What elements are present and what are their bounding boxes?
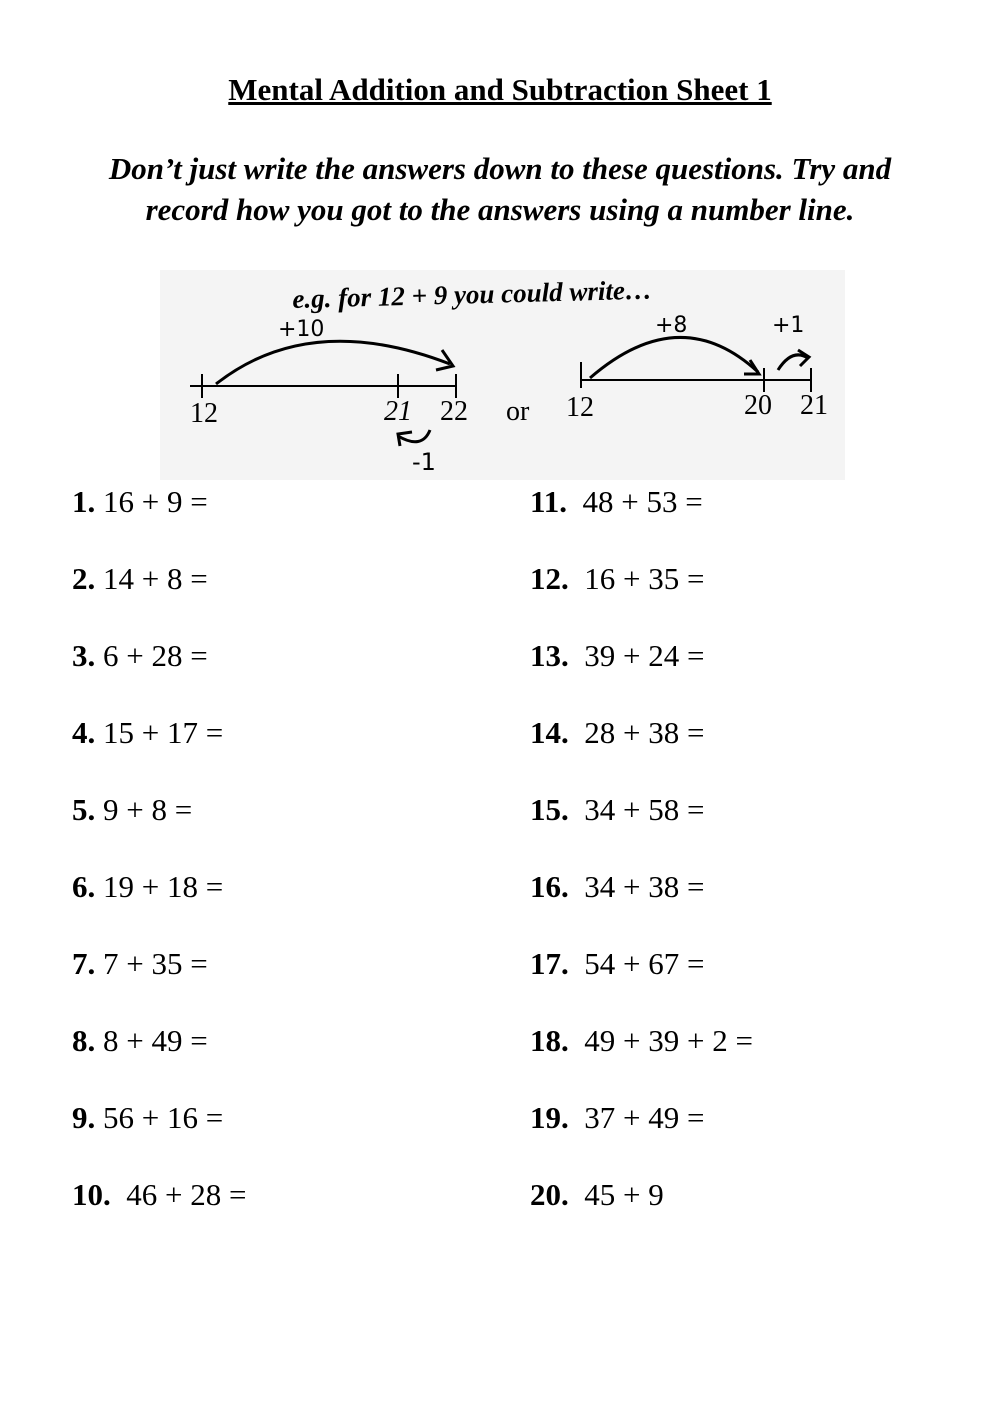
question-13 [530,638,704,674]
question-number: 17. [530,946,569,981]
question-5 [72,792,192,828]
question-10 [72,1177,246,1213]
instructions-line-2: record how you got to the answers using a number line. [145,192,855,227]
question-number: 5. [72,792,96,827]
number-line-1-jump-arc [216,341,450,384]
question-expression: 19 + 18 = [103,869,224,904]
question-expression: 16 + 35 = [584,561,705,596]
question-number: 14. [530,715,569,750]
question-number: 2. [72,561,96,596]
question-number: 3. [72,638,96,673]
question-11 [530,484,703,520]
question-3 [72,638,208,674]
question-number: 13. [530,638,569,673]
example-caption: e.g. for 12 + 9 you could write… [292,274,653,314]
question-number: 15. [530,792,569,827]
question-number: 1. [72,484,96,519]
worksheet-title: Mental Addition and Subtraction Sheet 1 [228,72,772,107]
question-number: 4. [72,715,96,750]
number-line-2-start: 12 [566,392,594,423]
question-number: 7. [72,946,96,981]
number-line-1-end: 22 [440,396,468,427]
question-expression: 34 + 38 = [584,869,705,904]
back-label-minus-1: -1 [412,448,436,476]
question-expression: 9 + 8 = [103,792,193,827]
or-label: or [506,396,530,427]
number-line-1-back-arc [398,430,430,442]
question-expression: 46 + 28 = [126,1177,247,1212]
question-17 [530,946,704,982]
question-expression: 49 + 39 + 2 = [584,1023,753,1058]
jump-label-plus-1: +1 [772,313,805,338]
question-number: 11. [530,484,568,519]
question-number: 10. [72,1177,111,1212]
question-expression: 14 + 8 = [103,561,208,596]
number-line-2-end: 21 [800,390,828,421]
question-8 [72,1023,208,1059]
question-number: 16. [530,869,569,904]
question-4 [72,715,223,751]
question-expression: 37 + 49 = [584,1100,705,1135]
question-expression: 54 + 67 = [584,946,705,981]
question-expression: 6 + 28 = [103,638,208,673]
number-line-1-mid: 21 [384,396,412,427]
question-expression: 15 + 17 = [103,715,224,750]
question-expression: 34 + 58 = [584,792,705,827]
question-expression: 45 + 9 [584,1177,664,1212]
number-line-2-mid: 20 [744,390,772,421]
question-7 [72,946,208,982]
question-number: 9. [72,1100,96,1135]
question-9 [72,1100,223,1136]
question-number: 18. [530,1023,569,1058]
question-16 [530,869,704,905]
jump-label-plus-8: +8 [655,313,688,338]
question-expression: 7 + 35 = [103,946,208,981]
question-expression: 28 + 38 = [584,715,705,750]
question-2 [72,561,208,597]
question-expression: 8 + 49 = [103,1023,208,1058]
question-15 [530,792,704,828]
question-19 [530,1100,704,1136]
question-20 [530,1177,664,1213]
number-line-2-small-arrowhead [798,350,809,366]
question-number: 20. [530,1177,569,1212]
question-expression: 56 + 16 = [103,1100,224,1135]
question-18 [530,1023,753,1059]
question-number: 8. [72,1023,96,1058]
question-6 [72,869,223,905]
number-line-2-jump-arc [590,337,758,378]
question-expression: 39 + 24 = [584,638,705,673]
question-number: 6. [72,869,96,904]
question-expression: 16 + 9 = [103,484,208,519]
instructions [40,148,960,230]
question-1 [72,484,208,520]
jump-label-plus-10: +10 [278,317,325,342]
question-number: 19. [530,1100,569,1135]
question-expression: 48 + 53 = [582,484,703,519]
question-number: 12. [530,561,569,596]
number-line-1-start: 12 [190,398,218,429]
question-14 [530,715,704,751]
question-12 [530,561,704,597]
number-line-example [160,270,845,480]
instructions-line-1: Don’t just write the answers down to these questions. Try and [108,151,892,186]
